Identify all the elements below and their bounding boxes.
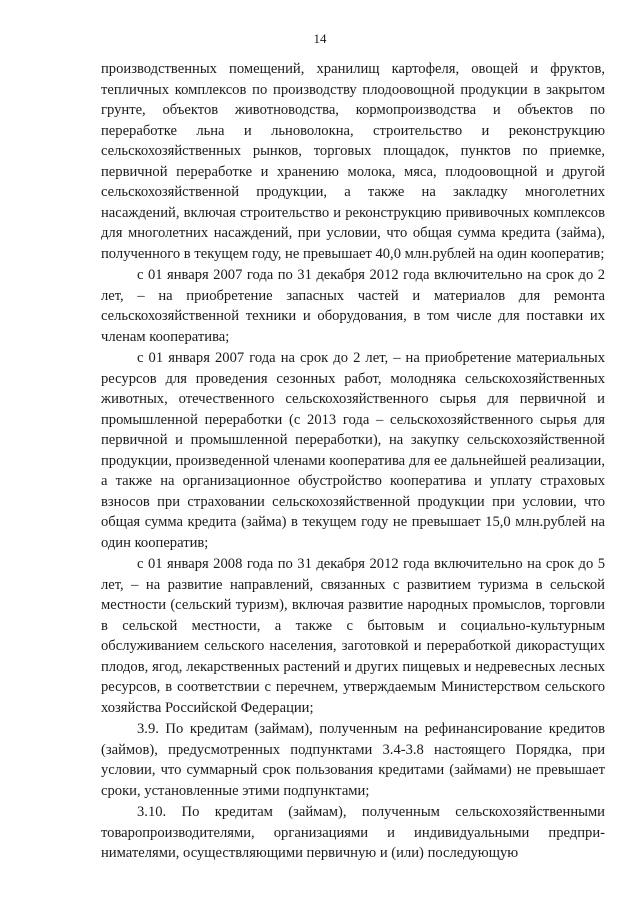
paragraph-objects-list: производственных помещений, хранилищ картофеля, овощей и фруктов, тепличных комплексов по производству плодоовощной продукции в закрытом грунте, объектов животноводства, кормопроизводства и объектов по переработке льна и льноволокна, строительство и реконструкцию сельскохозяйственных рынков, торговых площадок, пунктов по приемке, первичной переработке и хранению молока, мяса, плодоовощной и другой сельскохозяйственной продукции, а также на закладку многолетних насаждений, включая строительство и реконструкцию прививочных комплексов для многолетних насаждений, при условии, что общая сумма кредита (займа), полученного в текущем году, не превышает 40,0 млн.рублей на один кооператив; [101,61,605,262]
paragraph-3-9-refinancing: 3.9. По кредитам (займам), полученным на рефинансирование кредитов (займов), предусмотренных подпунктами 3.4-3.8 настоящего Порядка, при условии, что суммарный срок пользования кредитами (займами) не превышает сроки, установленные этими подпунктами; [101,721,605,799]
page-number: 14 [313,31,327,46]
paragraph-spare-parts: с 01 января 2007 года по 31 декабря 2012 года включительно на срок до 2 лет, – на приобретение запасных частей и материалов для ремонта сельскохозяйственной техники и оборудования, в том числе для поставки их членам кооператива; [101,267,605,345]
paragraph-rural-tourism: с 01 января 2008 года по 31 декабря 2012 года включительно на срок до 5 лет, – на развитие направлений, связанных с развитием туризма в сельской местности (сельский туризм), включая развитие народных промыслов, торговли в сельской местности, а также с бытовым и социально-культурным обслуживанием сельского населения, заготовкой и переработкой дикорастущих плодов, ягод, лекарственных растений и других пищевых и недревесных лесных ресурсов, в соответствии с перечнем, утверждаемым Министерством сельского хозяйства Российской Федерации; [101,556,605,716]
paragraph-material-resources: с 01 января 2007 года на срок до 2 лет, – на приобретение материальных ресурсов для проведения сезонных работ, молодняка сельскохозяйственных животных, отечественного сельскохозяйственного сырья для первичной и промышленной переработки (с 2013 года – сельскохозяйственного сырья для первичной и промышленной переработки), на закупку сельскохозяйственной продукции, произведенной членами кооператива для ее дальнейшей реализации, а также на организационное обустройство кооператива и уплату страховых взносов при страховании сельскохозяйственной продукции при условии, что общая сумма кредита (займа) в текущем году не превышает 15,0 млн.рублей на один кооператив; [101,350,605,551]
document-body [101,59,605,864]
paragraph-3-10-loans: 3.10. По кредитам (займам), полученным сельскохозяйственными товаропроизводителями, организациями и индивидуальными предпри-нимателями, осуществляющими первичную и (или) последующую [101,804,605,861]
